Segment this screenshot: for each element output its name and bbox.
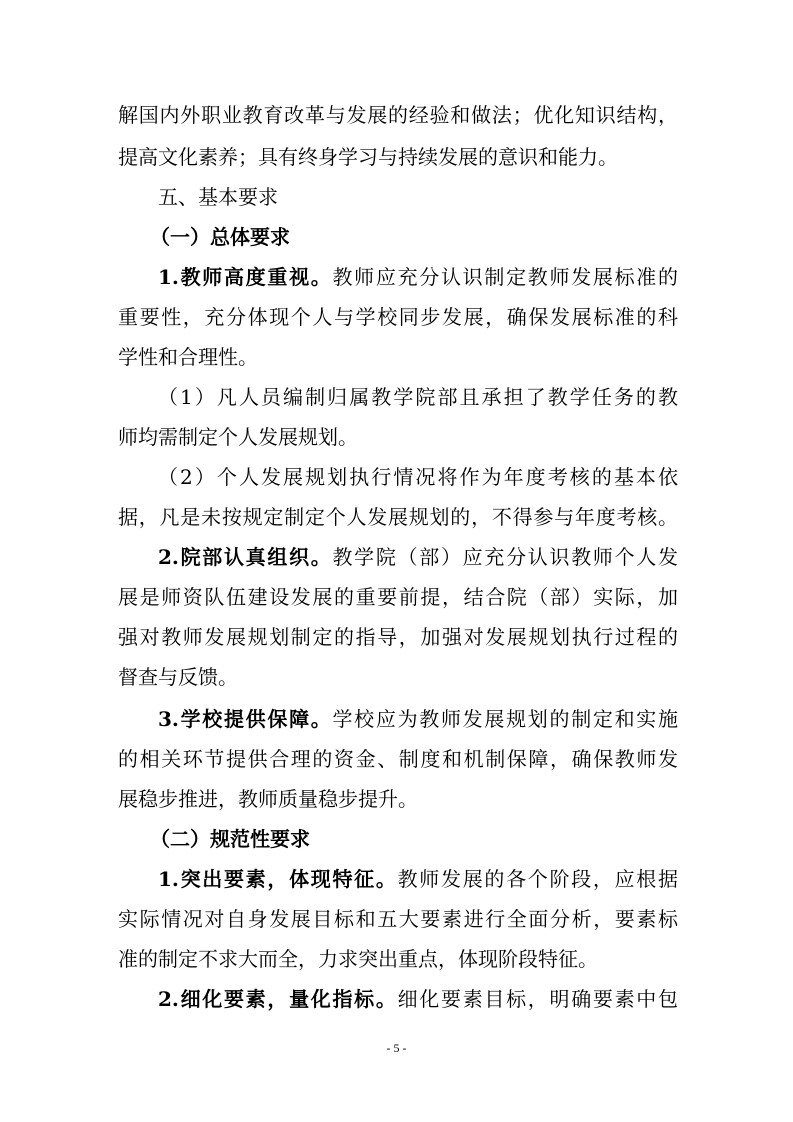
body-line: 提高文化素养；具有终身学习与持续发展的意识和能力。 xyxy=(118,145,618,169)
body-line: 重要性，充分体现个人与学校同步发展，确保发展标准的科 xyxy=(118,305,678,329)
item-title: 3.学校提供保障。 xyxy=(158,707,333,731)
body-line: 展是师资队伍建设发展的重要前提，结合院（部）实际，加 xyxy=(118,585,678,609)
item-text: 教师应充分认识制定教师发展标准的 xyxy=(332,265,678,289)
body-line xyxy=(158,864,678,894)
body-line xyxy=(158,704,678,734)
body-line xyxy=(158,542,678,572)
body-line: 师均需制定个人发展规划。 xyxy=(118,425,358,449)
body-line: 准的制定不求大而全，力求突出重点，体现阶段特征。 xyxy=(118,947,598,971)
body-line: 强对教师发展规划制定的指导，加强对发展规划执行过程的 xyxy=(118,625,678,649)
body-line: 实际情况对自身发展目标和五大要素进行全面分析，要素标 xyxy=(118,907,678,931)
item-title: 2.院部认真组织。 xyxy=(158,545,333,569)
section-heading: 五、基本要求 xyxy=(158,185,278,209)
item-title: 1.教师高度重视。 xyxy=(158,265,333,289)
item-text: 教师发展的各个阶段，应根据 xyxy=(397,867,678,891)
item-text: 教学院（部）应充分认识教师个人发 xyxy=(332,545,678,569)
item-title: 2.细化要素，量化指标。 xyxy=(158,987,398,1011)
body-line: （2）个人发展规划执行情况将作为年度考核的基本依 xyxy=(158,465,678,489)
page-number: - 5 - xyxy=(386,1041,407,1055)
body-line: 的相关环节提供合理的资金、制度和机制保障，确保教师发 xyxy=(118,747,678,771)
body-line: 展稳步推进，教师质量稳步提升。 xyxy=(118,787,418,811)
item-title: 1.突出要素，体现特征。 xyxy=(158,867,398,891)
body-line xyxy=(158,262,678,292)
body-line xyxy=(158,984,678,1014)
subsection-heading: （二）规范性要求 xyxy=(150,827,310,851)
body-line: 据，凡是未按规定制定个人发展规划的，不得参与年度考核。 xyxy=(118,505,678,529)
subsection-heading: （一）总体要求 xyxy=(150,225,290,249)
body-line: 督查与反馈。 xyxy=(118,665,238,689)
item-text: 学校应为教师发展规划的制定和实施 xyxy=(332,707,678,731)
body-line: 学性和合理性。 xyxy=(118,345,258,369)
body-line: （1）凡人员编制归属教学院部且承担了教学任务的教 xyxy=(158,385,678,409)
body-line: 解国内外职业教育改革与发展的经验和做法；优化知识结构， xyxy=(118,103,678,127)
item-text: 细化要素目标，明确要素中包 xyxy=(397,987,678,1011)
